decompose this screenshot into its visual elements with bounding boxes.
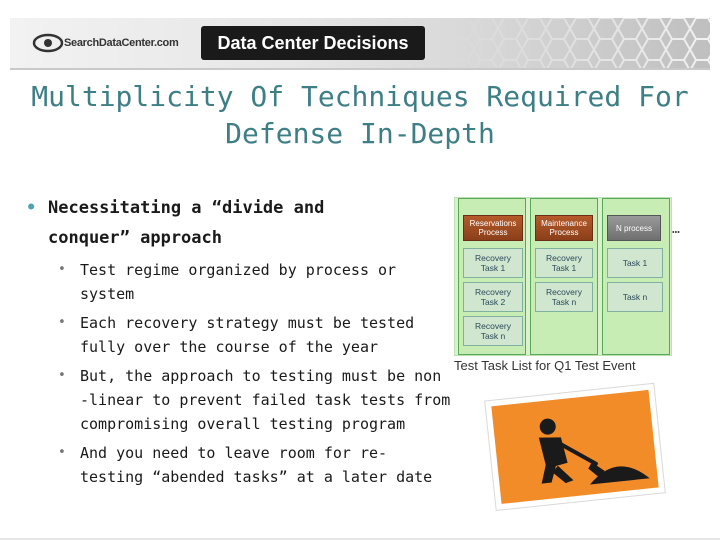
test-task-diagram — [454, 197, 672, 356]
sub-bullet — [26, 364, 456, 436]
process-header-line: Maintenance — [541, 219, 587, 228]
sub-bullet-line: Test regime organized by process or — [80, 261, 397, 279]
hexagon-pattern-icon — [450, 18, 710, 70]
task-box — [607, 248, 663, 278]
task-box — [535, 248, 593, 278]
slide-title-line-2: Defense In-Depth — [225, 117, 495, 150]
worker-shoveling-sign-icon — [476, 382, 672, 512]
task-line: Recovery — [475, 287, 511, 297]
sub-bullet-line: compromising overall testing program — [80, 415, 406, 433]
sub-bullet — [26, 311, 456, 359]
task-line: Task 1 — [551, 263, 577, 273]
eye-logo-icon — [32, 32, 66, 54]
sub-bullet-line: -linear to prevent failed task tests from — [80, 391, 451, 409]
task-box — [463, 282, 523, 312]
slide-title — [20, 78, 700, 152]
process-header — [535, 215, 593, 241]
sub-bullet-line: Each recovery strategy must be tested — [80, 314, 415, 332]
process-header-line: Reservations — [469, 219, 517, 228]
brand-title: Data Center Decisions — [201, 26, 425, 60]
bullet-dot-icon: • — [58, 445, 66, 460]
main-bullet-line-1: Necessitating a “divide and — [48, 198, 325, 218]
task-line: Task 1 — [480, 263, 506, 273]
process-header-line: Process — [549, 228, 579, 237]
task-line: Recovery — [475, 321, 511, 331]
sub-bullet — [26, 441, 456, 489]
task-line: Recovery — [475, 253, 511, 263]
main-bullet — [26, 193, 456, 253]
site-logo[interactable] — [32, 30, 178, 56]
task-box — [463, 316, 523, 346]
bullet-list — [26, 193, 456, 489]
task-box — [607, 282, 663, 312]
task-box — [463, 248, 523, 278]
task-line: Task n — [480, 331, 506, 341]
sub-bullet-line: testing “abended tasks” at a later date — [80, 468, 433, 486]
bullet-dot-icon: • — [26, 198, 37, 218]
sub-bullet-line: fully over the course of the year — [80, 338, 379, 356]
task-line: Task 2 — [480, 297, 506, 307]
sub-bullet — [26, 258, 456, 306]
sub-bullet-line: And you need to leave room for re- — [80, 444, 388, 462]
task-line: Task 1 — [622, 258, 648, 268]
site-logo-text: SearchDataCenter.com — [64, 37, 179, 49]
main-bullet-line-2: conquer” approach — [48, 228, 222, 248]
header-banner — [10, 18, 710, 70]
task-line: Recovery — [546, 253, 582, 263]
bullet-dot-icon: • — [58, 368, 66, 383]
bullet-dot-icon: • — [58, 315, 66, 330]
diagram-ellipsis: … — [672, 222, 680, 237]
task-line: Recovery — [546, 287, 582, 297]
process-header — [463, 215, 523, 241]
task-line: Task n — [622, 292, 648, 302]
bullet-dot-icon: • — [58, 262, 66, 277]
task-line: Task n — [551, 297, 577, 307]
task-box — [535, 282, 593, 312]
slide-title-line-1: Multiplicity Of Techniques Required For — [31, 80, 689, 113]
sub-bullet-line: system — [80, 285, 135, 303]
sub-bullet-line: But, the approach to testing must be non — [80, 367, 442, 385]
process-header-line: N process — [615, 223, 652, 233]
diagram-caption: Test Task List for Q1 Test Event — [454, 358, 636, 373]
process-header — [607, 215, 661, 241]
process-header-line: Process — [478, 228, 508, 237]
